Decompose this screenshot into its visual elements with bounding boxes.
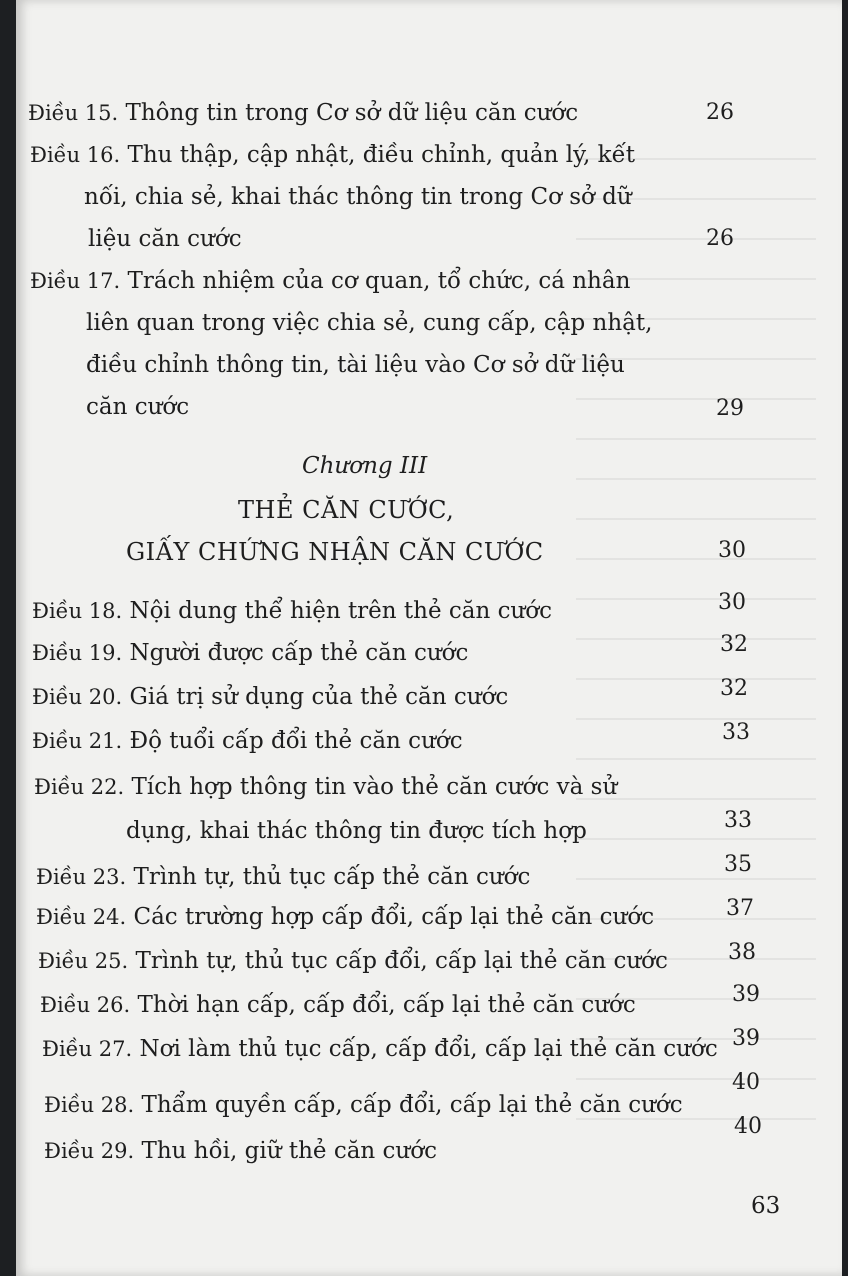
toc-text: Các trường hợp cấp đổi, cấp lại thẻ căn cước	[133, 904, 655, 930]
toc-page: 39	[732, 982, 760, 1007]
book-page	[16, 0, 842, 1276]
toc-text-cont: liệu căn cước	[88, 226, 242, 252]
toc-label: Điều 16.	[30, 143, 121, 167]
toc-label: Điều 17.	[30, 269, 121, 293]
toc-page: 30	[718, 590, 746, 615]
toc-text: Thời hạn cấp, cấp đổi, cấp lại thẻ căn cước	[137, 992, 636, 1018]
chapter-page: 30	[718, 538, 746, 563]
toc-entry-17	[30, 266, 630, 296]
toc-entry-18	[32, 596, 552, 626]
toc-entry-26	[40, 990, 636, 1020]
toc-text: Giá trị sử dụng của thẻ căn cước	[129, 684, 509, 710]
toc-entry-24	[36, 902, 654, 932]
toc-label: Điều 19.	[32, 641, 123, 665]
toc-text: Người được cấp thẻ căn cước	[129, 640, 469, 666]
toc-page: 26	[706, 226, 734, 251]
toc-label: Điều 23.	[36, 865, 127, 889]
chapter-title-line2: GIẤY CHỨNG NHẬN CĂN CƯỚC	[126, 538, 544, 566]
toc-entry-27	[42, 1034, 718, 1064]
toc-text: Thông tin trong Cơ sở dữ liệu căn cước	[125, 100, 579, 126]
toc-page: 33	[724, 808, 752, 833]
toc-page: 40	[732, 1070, 760, 1095]
toc-text-cont: căn cước	[86, 394, 190, 420]
toc-label: Điều 20.	[32, 685, 123, 709]
toc-text-cont: điều chỉnh thông tin, tài liệu vào Cơ sở dữ liệu	[86, 352, 625, 378]
toc-label: Điều 21.	[32, 729, 123, 753]
toc-label: Điều 18.	[32, 599, 123, 623]
toc-text-cont: liên quan trong việc chia sẻ, cung cấp, cập nhật,	[86, 310, 653, 336]
toc-entry-16	[30, 140, 635, 170]
chapter-label: Chương III	[302, 453, 428, 479]
toc-page: 37	[726, 896, 754, 921]
toc-page: 29	[716, 396, 744, 421]
chapter-title-line1: THẺ CĂN CƯỚC,	[238, 496, 455, 524]
toc-text: Thẩm quyền cấp, cấp đổi, cấp lại thẻ căn cước	[141, 1092, 683, 1118]
toc-entry-29	[44, 1136, 437, 1166]
toc-entry-23	[36, 862, 530, 892]
toc-entry-20	[32, 682, 508, 712]
toc-label: Điều 24.	[36, 905, 127, 929]
toc-text: Trình tự, thủ tục cấp đổi, cấp lại thẻ căn cước	[135, 948, 668, 974]
toc-label: Điều 26.	[40, 993, 131, 1017]
toc-text-cont: dụng, khai thác thông tin được tích hợp	[126, 818, 587, 844]
toc-label: Điều 15.	[28, 101, 119, 125]
toc-entry-25	[38, 946, 668, 976]
toc-label: Điều 28.	[44, 1093, 135, 1117]
page-number: 63	[751, 1193, 781, 1219]
toc-page: 38	[728, 940, 756, 965]
toc-page: 40	[734, 1114, 762, 1139]
toc-page: 26	[706, 100, 734, 125]
toc-label: Điều 29.	[44, 1139, 135, 1163]
toc-label: Điều 25.	[38, 949, 129, 973]
toc-label: Điều 27.	[42, 1037, 133, 1061]
toc-entry-15	[28, 98, 578, 128]
toc-text: Trình tự, thủ tục cấp thẻ căn cước	[133, 864, 531, 890]
toc-text: Nơi làm thủ tục cấp, cấp đổi, cấp lại thẻ căn cước	[139, 1036, 718, 1062]
toc-entry-28	[44, 1090, 683, 1120]
toc-label: Điều 22.	[34, 775, 125, 799]
toc-text: Trách nhiệm của cơ quan, tổ chức, cá nhân	[127, 268, 631, 294]
toc-text: Thu hồi, giữ thẻ căn cước	[141, 1138, 437, 1164]
toc-entry-21	[32, 726, 463, 756]
toc-text: Nội dung thể hiện trên thẻ căn cước	[129, 598, 553, 624]
toc-text: Tích hợp thông tin vào thẻ căn cước và sử	[131, 774, 618, 800]
toc-entry-22	[34, 772, 617, 802]
toc-page: 39	[732, 1026, 760, 1051]
toc-text: Độ tuổi cấp đổi thẻ căn cước	[129, 728, 463, 754]
toc-page: 35	[724, 852, 752, 877]
toc-page: 32	[720, 676, 748, 701]
toc-text-cont: nối, chia sẻ, khai thác thông tin trong Cơ sở dữ	[84, 184, 632, 210]
toc-page: 33	[722, 720, 750, 745]
toc-text: Thu thập, cập nhật, điều chỉnh, quản lý, kết	[127, 142, 635, 168]
toc-page: 32	[720, 632, 748, 657]
toc-entry-19	[32, 638, 468, 668]
